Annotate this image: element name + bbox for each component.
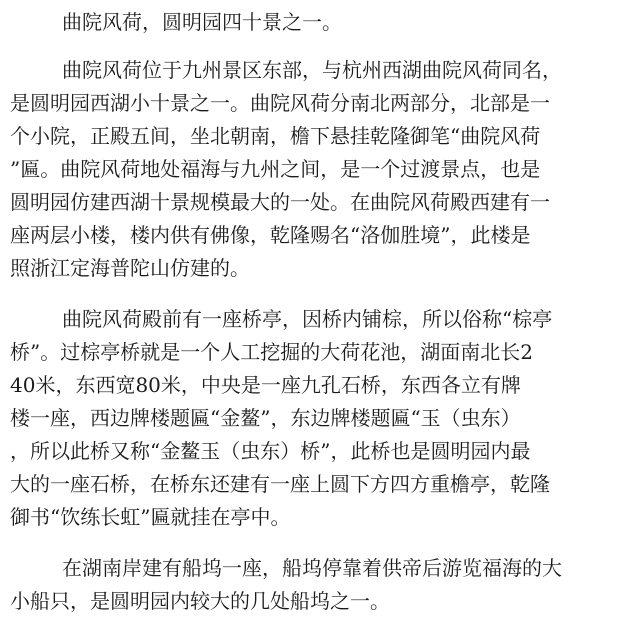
- paragraph-4-line-2: 小船只，是圆明园内较大的几处船坞之一。: [10, 589, 390, 613]
- paragraph-3-line-6: 大的一座石桥，在桥东还建有一座上圆下方四方重檐亭，乾隆: [10, 472, 550, 496]
- paragraph-2-line-6: 座两层小楼，楼内供有佛像，乾隆赐名“洛伽胜境”，此楼是: [10, 223, 531, 247]
- paragraph-2-line-2: 是圆明园西湖小十景之一。曲院风荷分南北两部分，北部是一: [10, 91, 550, 115]
- paragraph-3-line-5: ，所以此桥又称“金鳌玉（虫东）桥”，此桥也是圆明园内最: [10, 439, 531, 463]
- paragraph-4-line-1: 在湖南岸建有船坞一座，船坞停靠着供帝后游览福海的大: [62, 556, 562, 580]
- paragraph-3-line-3: 40米，东西宽80米，中央是一座九孔石桥，东西各立有牌: [10, 373, 521, 397]
- paragraph-3-line-1: 曲院风荷殿前有一座桥亭，因桥内铺棕，所以俗称“棕亭: [62, 307, 553, 331]
- paragraph-3-line-4: 楼一座，西边牌楼题匾“金鳌”，东边牌楼题匾“玉（虫东）: [10, 406, 521, 430]
- paragraph-2-line-7: 照浙江定海普陀山仿建的。: [10, 256, 250, 280]
- paragraph-2-line-3: 个小院，正殿五间，坐北朝南，檐下悬挂乾隆御笔“曲院风荷: [10, 124, 541, 148]
- paragraph-2-line-5: 圆明园仿建西湖十景规模最大的一处。在曲院风荷殿西建有一: [10, 190, 550, 214]
- paragraph-3-line-2: 桥”。过棕亭桥就是一个人工挖掘的大荷花池，湖面南北长2: [10, 340, 533, 364]
- paragraph-3-line-7: 御书“饮练长虹”匾就挂在亭中。: [10, 505, 291, 529]
- paragraph-1-line-1: 曲院风荷，圆明园四十景之一。: [62, 10, 342, 34]
- paragraph-2-line-1: 曲院风荷位于九州景区东部，与杭州西湖曲院风荷同名，: [62, 58, 562, 82]
- paragraph-2-line-4: ”匾。曲院风荷地处福海与九州之间，是一个过渡景点，也是: [10, 157, 541, 181]
